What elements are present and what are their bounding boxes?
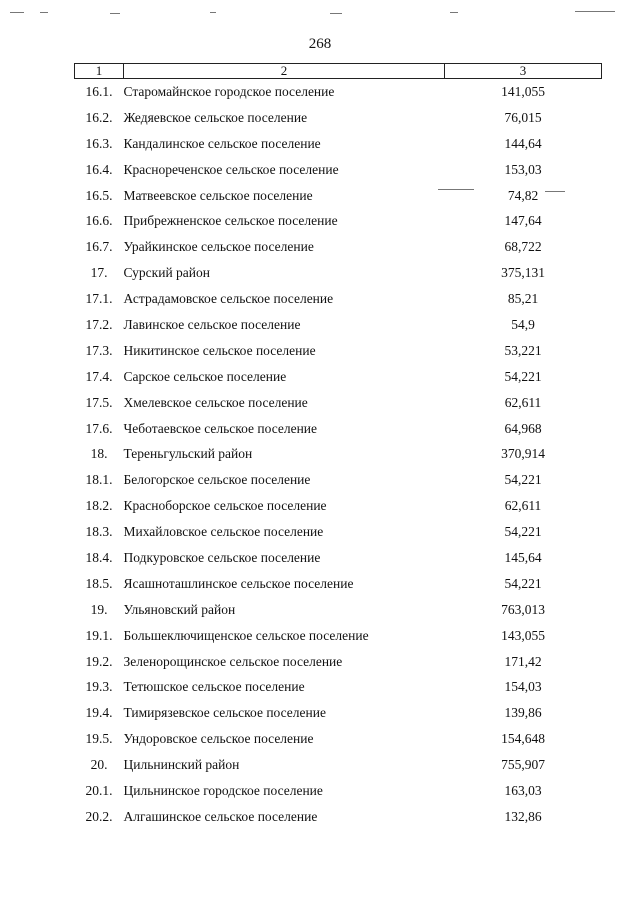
table-row [75,157,602,183]
municipality-name: Тереньгульский район [123,446,253,462]
row-value: 53,221 [504,342,542,358]
table-header-row [75,64,602,79]
row-value: 85,21 [507,291,539,307]
table-row [75,131,602,157]
table-row [75,441,602,467]
municipality-name: Чеботаевское сельское поселение [123,420,318,436]
table-row [75,545,602,571]
municipality-name: Старомайнское городское поселение [123,83,335,99]
table-row [75,778,602,804]
row-value: 76,015 [504,109,542,125]
row-value: 62,611 [504,394,542,410]
row-number: 16.3. [85,135,113,151]
row-value: 171,42 [504,653,542,669]
row-value: 154,648 [501,731,545,747]
row-value: 74,82 [507,187,539,203]
table-row [75,467,602,493]
municipality-name: Ясашноташлинское сельское поселение [123,575,354,591]
row-value: 54,221 [504,368,542,384]
table-row [75,260,602,286]
table-row [75,726,602,752]
row-value: 139,86 [504,705,542,721]
row-value: 54,9 [511,316,535,332]
row-number: 16.7. [85,239,113,255]
table-row [75,234,602,260]
municipality-name: Алгашинское сельское поселение [123,808,318,824]
row-number: 19.2. [85,653,113,669]
municipality-name: Урайкинское сельское поселение [123,239,314,255]
row-number: 19.1. [85,627,113,643]
table-row [75,519,602,545]
table-row [75,700,602,726]
row-value: 132,86 [504,808,542,824]
municipality-name: Матвеевское сельское поселение [123,187,313,203]
table-row [75,286,602,312]
row-number: 18.5. [85,575,113,591]
table-row [75,623,602,649]
row-number: 17.6. [85,420,113,436]
table-row [75,649,602,675]
row-number: 18.1. [85,472,113,488]
table-row [75,571,602,597]
table-row [75,674,602,700]
municipality-name: Лавинское сельское поселение [123,316,301,332]
table-row [75,208,602,234]
row-number: 16.1. [85,83,113,99]
row-value: 62,611 [504,498,542,514]
row-number: 20.2. [85,808,113,824]
municipality-name: Ульяновский район [123,601,236,617]
table-row [75,338,602,364]
row-number: 17.3. [85,342,113,358]
row-value: 68,722 [504,239,542,255]
municipality-name: Кандалинское сельское поселение [123,135,321,151]
row-number: 18.3. [85,524,113,540]
municipality-name: Зеленорощинское сельское поселение [123,653,343,669]
row-number: 17.5. [85,394,113,410]
municipality-name: Сарское сельское поселение [123,368,287,384]
municipality-name: Белогорское сельское поселение [123,472,311,488]
municipality-name: Большеключищенское сельское поселение [123,627,369,643]
row-value: 143,055 [501,627,545,643]
municipality-name: Прибрежненское сельское поселение [123,213,338,229]
col-header-3: 3 [445,64,602,79]
row-value: 54,221 [504,524,542,540]
row-number: 16.6. [85,213,113,229]
row-number: 20.1. [85,782,113,798]
municipality-name: Краснореченское сельское поселение [123,161,339,177]
row-number: 16.5. [85,187,113,203]
row-number: 18.2. [85,498,113,514]
municipality-name: Красноборское сельское поселение [123,498,327,514]
table-row [75,804,602,830]
row-number: 17.2. [85,316,113,332]
row-value: 54,221 [504,472,542,488]
row-value: 145,64 [504,549,542,565]
col-header-1: 1 [75,64,124,79]
table-row [75,752,602,778]
table-row [75,364,602,390]
municipality-name: Подкуровское сельское поселение [123,549,321,565]
row-number: 17.4. [85,368,113,384]
row-value: 763,013 [501,601,545,617]
row-number: 17.1. [85,291,113,307]
municipality-name: Михайловское сельское поселение [123,524,324,540]
table-body [75,79,602,830]
municipality-name: Астрадамовское сельское поселение [123,291,334,307]
table-row [75,416,602,442]
row-number: 19.5. [85,731,113,747]
row-value: 144,64 [504,135,542,151]
table-row [75,597,602,623]
municipality-name: Цильнинское городское поселение [123,782,323,798]
table-row [75,79,602,105]
row-number: 18. [90,446,108,462]
table-row [75,493,602,519]
table-row [75,183,602,209]
municipality-name: Сурский район [123,265,210,281]
municipality-name: Тетюшское сельское поселение [123,679,305,695]
municipality-name: Цильнинский район [123,757,240,773]
row-number: 16.2. [85,109,113,125]
table-row [75,105,602,131]
table-row [75,390,602,416]
row-number: 16.4. [85,161,113,177]
municipality-name: Тимирязевское сельское поселение [123,705,326,721]
row-value: 375,131 [501,265,545,281]
row-value: 153,03 [504,161,542,177]
row-value: 54,221 [504,575,542,591]
row-value: 64,968 [504,420,542,436]
row-number: 19. [90,601,108,617]
row-value: 154,03 [504,679,542,695]
municipality-name: Никитинское сельское поселение [123,342,316,358]
row-value: 755,907 [501,757,545,773]
row-number: 18.4. [85,549,113,565]
col-header-2: 2 [124,64,445,79]
municipality-name: Хмелевское сельское поселение [123,394,308,410]
row-value: 370,914 [501,446,545,462]
row-number: 17. [90,265,108,281]
row-value: 147,64 [504,213,542,229]
row-number: 19.4. [85,705,113,721]
row-number: 20. [90,757,108,773]
row-value: 163,03 [504,782,542,798]
row-value: 141,055 [501,83,545,99]
row-number: 19.3. [85,679,113,695]
budget-table [74,63,602,830]
municipality-name: Жедяевское сельское поселение [123,109,308,125]
page-number: 268 [308,36,332,52]
table-row [75,312,602,338]
municipality-name: Ундоровское сельское поселение [123,731,314,747]
